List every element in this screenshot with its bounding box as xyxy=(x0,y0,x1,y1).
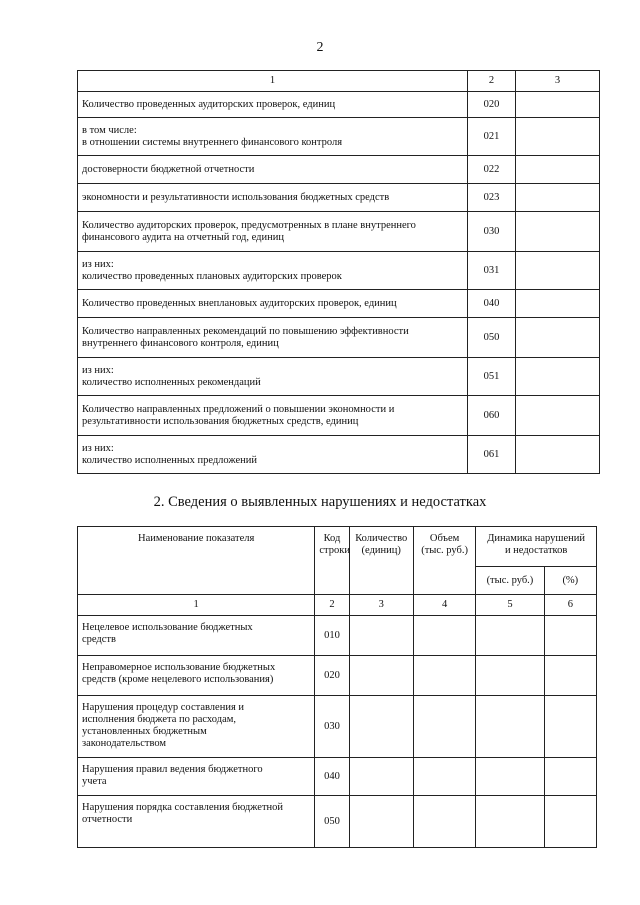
dynamics-rub-cell[interactable] xyxy=(476,696,544,758)
indicator-name-line: Нарушения процедур составления и xyxy=(82,702,245,713)
dynamics-rub-cell[interactable] xyxy=(476,758,544,796)
indicator-name-line: в отношении системы внутреннего финансового контроля xyxy=(82,136,343,148)
indicator-name-line: Количество проведенных аудиторских проверок, единиц xyxy=(82,98,336,110)
audit-table-row xyxy=(78,436,600,474)
indicator-name-cell xyxy=(78,118,468,156)
value-cell[interactable] xyxy=(516,92,600,118)
indicator-name-cell xyxy=(78,796,315,848)
column-number-2: 2 xyxy=(468,71,516,92)
indicator-name-line: результативности использования бюджетных средств, единиц xyxy=(82,415,359,427)
indicator-name-line: средств (кроме нецелевого использования) xyxy=(82,674,274,685)
value-cell[interactable] xyxy=(516,318,600,358)
dynamics-pct-cell[interactable] xyxy=(544,696,596,758)
value-cell[interactable] xyxy=(516,156,600,184)
line-code-cell: 060 xyxy=(468,396,516,436)
indicator-name-line: отчетности xyxy=(82,814,133,825)
indicator-name-cell xyxy=(78,252,468,290)
indicator-name-cell xyxy=(78,758,315,796)
indicator-name-cell xyxy=(78,290,468,318)
indicator-name-line: достоверности бюджетной отчетности xyxy=(82,163,255,175)
indicator-name-line: Неправомерное использование бюджетных xyxy=(82,662,276,673)
volume-cell[interactable] xyxy=(413,758,475,796)
column-number-2: 2 xyxy=(315,595,349,616)
indicator-name-line: Количество направленных рекомендаций по повышению эффективности xyxy=(82,325,409,337)
line-code-cell: 021 xyxy=(468,118,516,156)
indicator-name-cell xyxy=(78,212,468,252)
indicator-name-line: Нецелевое использование бюджетных xyxy=(82,622,253,633)
line-code-cell: 030 xyxy=(468,212,516,252)
indicator-name-cell xyxy=(78,318,468,358)
indicator-name-line: из них: xyxy=(82,364,114,376)
header-indicator-name: Наименование показателя xyxy=(78,527,315,595)
line-code-cell: 020 xyxy=(315,656,349,696)
column-number-5: 5 xyxy=(476,595,544,616)
header-line-code xyxy=(315,527,349,595)
column-number-3: 3 xyxy=(349,595,413,616)
value-cell[interactable] xyxy=(516,252,600,290)
audit-table-row xyxy=(78,358,600,396)
indicator-name-line: из них: xyxy=(82,442,114,454)
header-count xyxy=(349,527,413,595)
violations-table-row xyxy=(78,758,597,796)
indicator-name-line: средств xyxy=(82,634,116,645)
indicator-name-line: установленных бюджетным xyxy=(82,726,207,737)
violations-header-row xyxy=(78,527,597,567)
indicator-name-line: учета xyxy=(82,776,107,787)
line-code-cell: 022 xyxy=(468,156,516,184)
indicator-name-cell xyxy=(78,396,468,436)
indicator-name-cell xyxy=(78,92,468,118)
indicator-name-line: Нарушения правил ведения бюджетного xyxy=(82,764,263,775)
violations-number-row xyxy=(78,595,597,616)
violations-table-row xyxy=(78,656,597,696)
line-code-cell: 020 xyxy=(468,92,516,118)
indicator-name-line: финансового аудита на отчетный год, единиц xyxy=(82,231,284,243)
audit-table xyxy=(77,70,600,474)
audit-table-row xyxy=(78,184,600,212)
indicator-name-line: количество исполненных рекомендаций xyxy=(82,376,261,388)
indicator-name-line: Количество аудиторских проверок, предусмотренных в плане внутреннего xyxy=(82,219,416,231)
violations-table-row xyxy=(78,696,597,758)
line-code-cell: 040 xyxy=(315,758,349,796)
column-number-4: 4 xyxy=(413,595,475,616)
line-code-cell: 050 xyxy=(468,318,516,358)
count-cell[interactable] xyxy=(349,616,413,656)
count-cell[interactable] xyxy=(349,656,413,696)
value-cell[interactable] xyxy=(516,396,600,436)
value-cell[interactable] xyxy=(516,184,600,212)
header-dynamics xyxy=(476,527,597,567)
indicator-name-line: Количество проведенных внеплановых аудиторских проверок, единиц xyxy=(82,297,397,309)
dynamics-rub-cell[interactable] xyxy=(476,656,544,696)
audit-table-row xyxy=(78,396,600,436)
indicator-name-cell xyxy=(78,616,315,656)
audit-table-row xyxy=(78,318,600,358)
volume-cell[interactable] xyxy=(413,656,475,696)
dynamics-rub-cell[interactable] xyxy=(476,796,544,848)
header-dynamics-l2: и недостатков xyxy=(504,545,568,556)
header-volume-l1: Объем xyxy=(429,533,460,544)
column-number-3: 3 xyxy=(516,71,600,92)
indicator-name-cell xyxy=(78,696,315,758)
section-title: 2. Сведения о выявленных нарушениях и недостатках xyxy=(153,494,487,510)
indicator-name-line: количество исполненных предложений xyxy=(82,454,258,466)
indicator-name-line: внутреннего финансового контроля, единиц xyxy=(82,337,279,349)
indicator-name-line: исполнения бюджета по расходам, xyxy=(82,714,236,725)
indicator-name-line: в том числе: xyxy=(82,124,137,136)
line-code-cell: 031 xyxy=(468,252,516,290)
header-count-l2: (единиц) xyxy=(361,545,401,556)
dynamics-pct-cell[interactable] xyxy=(544,656,596,696)
value-cell[interactable] xyxy=(516,290,600,318)
indicator-name-cell xyxy=(78,656,315,696)
line-code-cell: 010 xyxy=(315,616,349,656)
audit-table-row xyxy=(78,212,600,252)
line-code-cell: 030 xyxy=(315,696,349,758)
count-cell[interactable] xyxy=(349,696,413,758)
indicator-name-line: Количество направленных предложений о повышении экономности и xyxy=(82,403,395,415)
audit-table-row xyxy=(78,290,600,318)
violations-table xyxy=(77,526,597,848)
indicator-name-line: Нарушения порядка составления бюджетной xyxy=(82,802,284,813)
count-cell[interactable] xyxy=(349,758,413,796)
header-line-code-l2: строки xyxy=(319,545,350,556)
indicator-name-cell xyxy=(78,436,468,474)
count-cell[interactable] xyxy=(349,796,413,848)
violations-table-row xyxy=(78,616,597,656)
audit-table-row xyxy=(78,92,600,118)
column-number-1: 1 xyxy=(78,595,315,616)
dynamics-pct-cell[interactable] xyxy=(544,616,596,656)
value-cell[interactable] xyxy=(516,436,600,474)
indicator-name-line: из них: xyxy=(82,258,114,270)
volume-cell[interactable] xyxy=(413,696,475,758)
value-cell[interactable] xyxy=(516,212,600,252)
header-volume xyxy=(413,527,475,595)
page-number: 2 xyxy=(316,40,324,55)
line-code-cell: 061 xyxy=(468,436,516,474)
volume-cell[interactable] xyxy=(413,796,475,848)
header-count-l1: Количество xyxy=(355,533,408,544)
indicator-name-cell xyxy=(78,184,468,212)
value-cell[interactable] xyxy=(516,358,600,396)
violations-table-row xyxy=(78,796,597,848)
line-code-cell: 023 xyxy=(468,184,516,212)
indicator-name-line: количество проведенных плановых аудиторских проверок xyxy=(82,270,342,282)
column-number-1: 1 xyxy=(78,71,468,92)
dynamics-pct-cell[interactable] xyxy=(544,796,596,848)
dynamics-pct-cell[interactable] xyxy=(544,758,596,796)
audit-table-row xyxy=(78,252,600,290)
header-dynamics-rub: (тыс. руб.) xyxy=(476,567,544,595)
header-dynamics-l1: Динамика нарушений xyxy=(487,533,586,544)
audit-table-header-row xyxy=(78,71,600,92)
audit-table-row xyxy=(78,156,600,184)
audit-table-row xyxy=(78,118,600,156)
volume-cell[interactable] xyxy=(413,616,475,656)
line-code-cell: 050 xyxy=(315,796,349,848)
column-number-6: 6 xyxy=(544,595,596,616)
indicator-name-line: экономности и результативности использования бюджетных средств xyxy=(82,191,390,203)
indicator-name-cell xyxy=(78,358,468,396)
value-cell[interactable] xyxy=(516,118,600,156)
line-code-cell: 040 xyxy=(468,290,516,318)
dynamics-rub-cell[interactable] xyxy=(476,616,544,656)
header-dynamics-pct: (%) xyxy=(544,567,596,595)
indicator-name-line: законодательством xyxy=(82,738,167,749)
header-line-code-l1: Код xyxy=(323,533,341,544)
line-code-cell: 051 xyxy=(468,358,516,396)
header-volume-l2: (тыс. руб.) xyxy=(421,545,468,556)
indicator-name-cell xyxy=(78,156,468,184)
